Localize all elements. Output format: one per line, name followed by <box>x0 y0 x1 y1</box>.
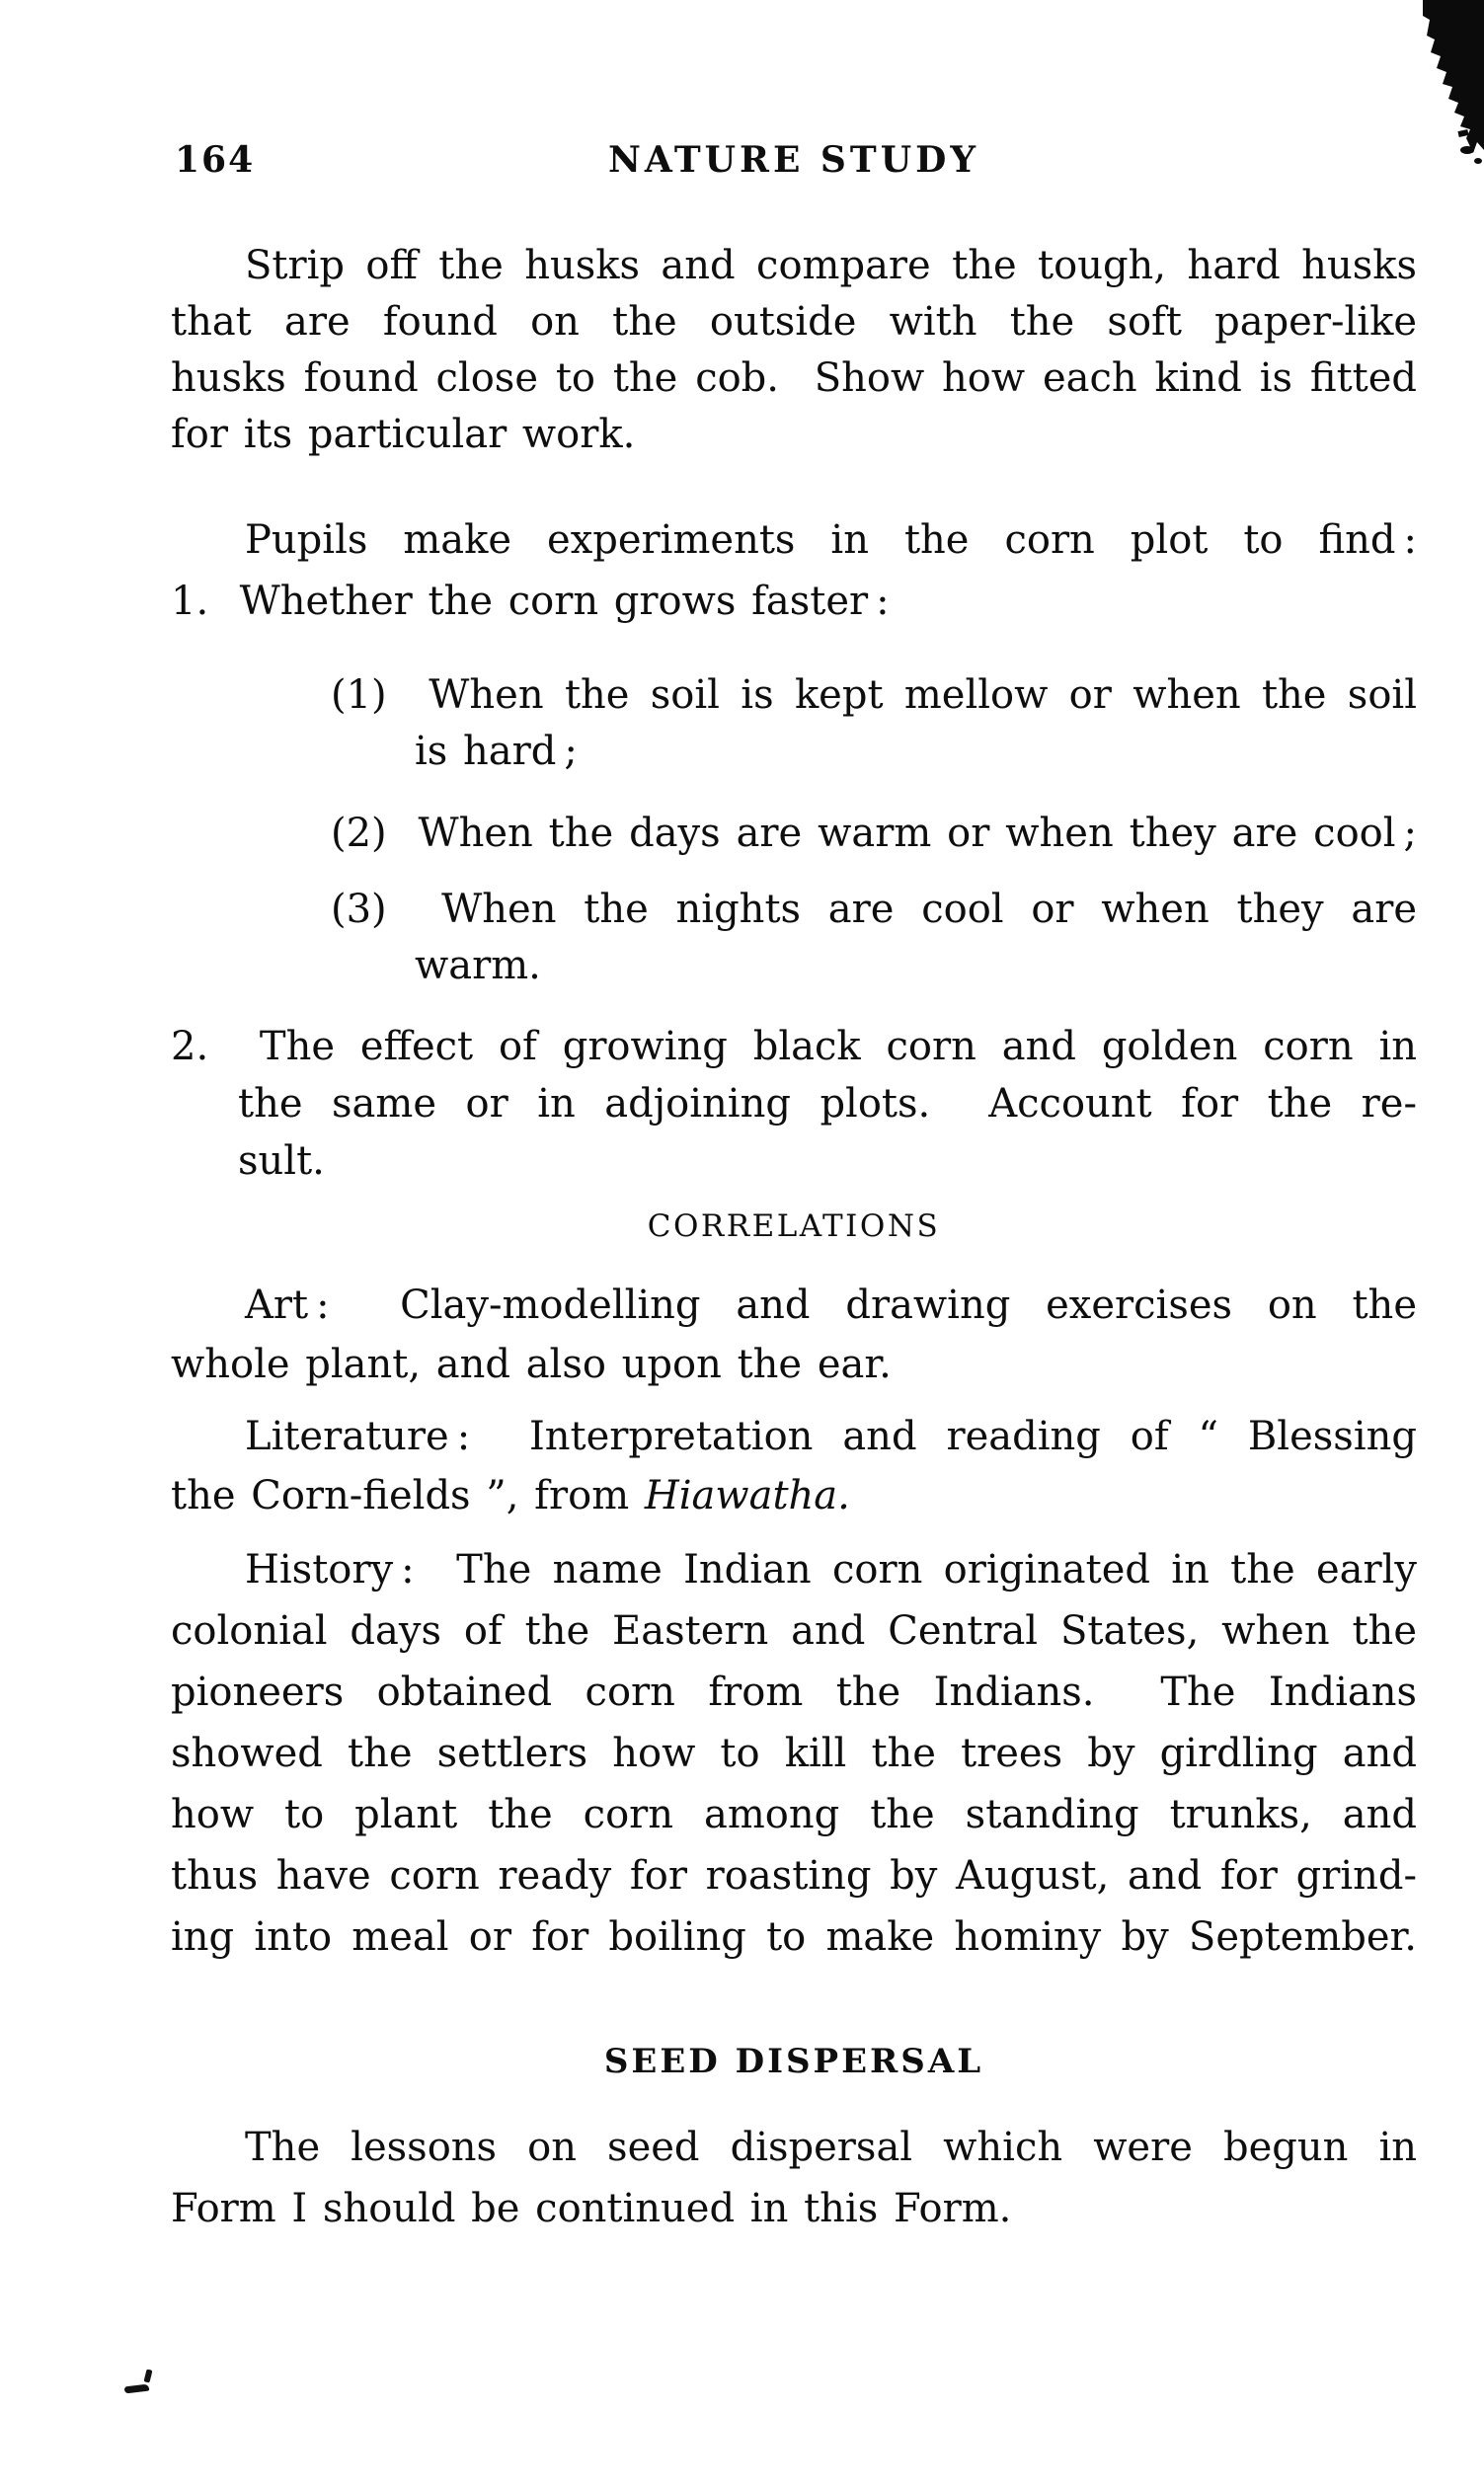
list-subitem-3 <box>171 882 1417 994</box>
text-line: (1) When the soil is kept mellow or when the soil <box>331 672 1417 718</box>
heading-seed-dispersal: SEED DISPERSAL <box>603 2042 984 2081</box>
text-line: 2. The effect of growing black corn and golden corn in <box>171 1024 1417 1069</box>
text-line: History : The name Indian corn originated in the early <box>245 1547 1417 1593</box>
paragraph-strip-husks <box>171 238 1417 463</box>
text-line: the same or in adjoining plots. Account for the re- <box>238 1081 1417 1127</box>
text-line: warm. <box>415 943 541 988</box>
ink-mark <box>124 2377 158 2403</box>
text-line: Literature : Interpretation and reading of “ Blessing <box>245 1414 1417 1459</box>
paragraph-seed-dispersal <box>171 2117 1417 2239</box>
text-line: (3) When the nights are cool or when they are <box>331 887 1417 932</box>
paragraph-experiments <box>171 509 1417 632</box>
list-subitem-1 <box>171 667 1417 780</box>
text-line: showed the settlers how to kill the trees by girdling and <box>171 1731 1417 1776</box>
text-line: whole plant, and also upon the ear. <box>171 1342 892 1387</box>
list-subitem-2 <box>171 806 1417 862</box>
text-line: pioneers obtained corn from the Indians. The Indians <box>171 1670 1417 1715</box>
text-line: thus have corn ready for roasting by August, and for grind- <box>171 1853 1417 1899</box>
text-line: that are found on the outside with the soft paper-like <box>171 299 1417 345</box>
paragraph-history <box>171 1539 1417 1968</box>
text-line: The lessons on seed dispersal which were begun in <box>245 2125 1417 2170</box>
text-line: Form I should be continued in this Form. <box>171 2186 1012 2231</box>
text-line: (2) When the days are warm or when they are cool ; <box>331 811 1417 856</box>
paragraph-literature <box>171 1407 1417 1525</box>
text-line: sult. <box>238 1138 325 1184</box>
text-line: Strip off the husks and compare the tough, hard husks <box>245 243 1417 288</box>
list-item-2 <box>171 1018 1417 1190</box>
text-line: colonial days of the Eastern and Central States, when the <box>171 1608 1417 1654</box>
text-line: 1. Whether the corn grows faster : <box>171 579 890 624</box>
text-line: Art : Clay-modelling and drawing exercises on the <box>245 1283 1417 1328</box>
corner-scan-artifact <box>1423 0 1484 168</box>
text-line: is hard ; <box>415 729 578 774</box>
text-line: husks found close to the cob. Show how each kind is fitted <box>171 355 1417 401</box>
running-head-title: NATURE STUDY <box>607 139 980 181</box>
text-line: how to plant the corn among the standing trunks, and <box>171 1792 1417 1837</box>
text-line: Pupils make experiments in the corn plot to find : <box>245 517 1417 563</box>
ink-tick <box>144 2369 153 2382</box>
text-line: for its particular work. <box>171 412 636 457</box>
heading-correlations: CORRELATIONS <box>647 1208 941 1244</box>
page-number: 164 <box>175 139 256 181</box>
paragraph-art <box>171 1276 1417 1394</box>
text-line: the Corn-fields ”, from Hiawatha. <box>171 1473 850 1518</box>
text-line: ing into meal or for boiling to make hominy by September. <box>171 1914 1417 1960</box>
ink-dash <box>124 2384 150 2394</box>
